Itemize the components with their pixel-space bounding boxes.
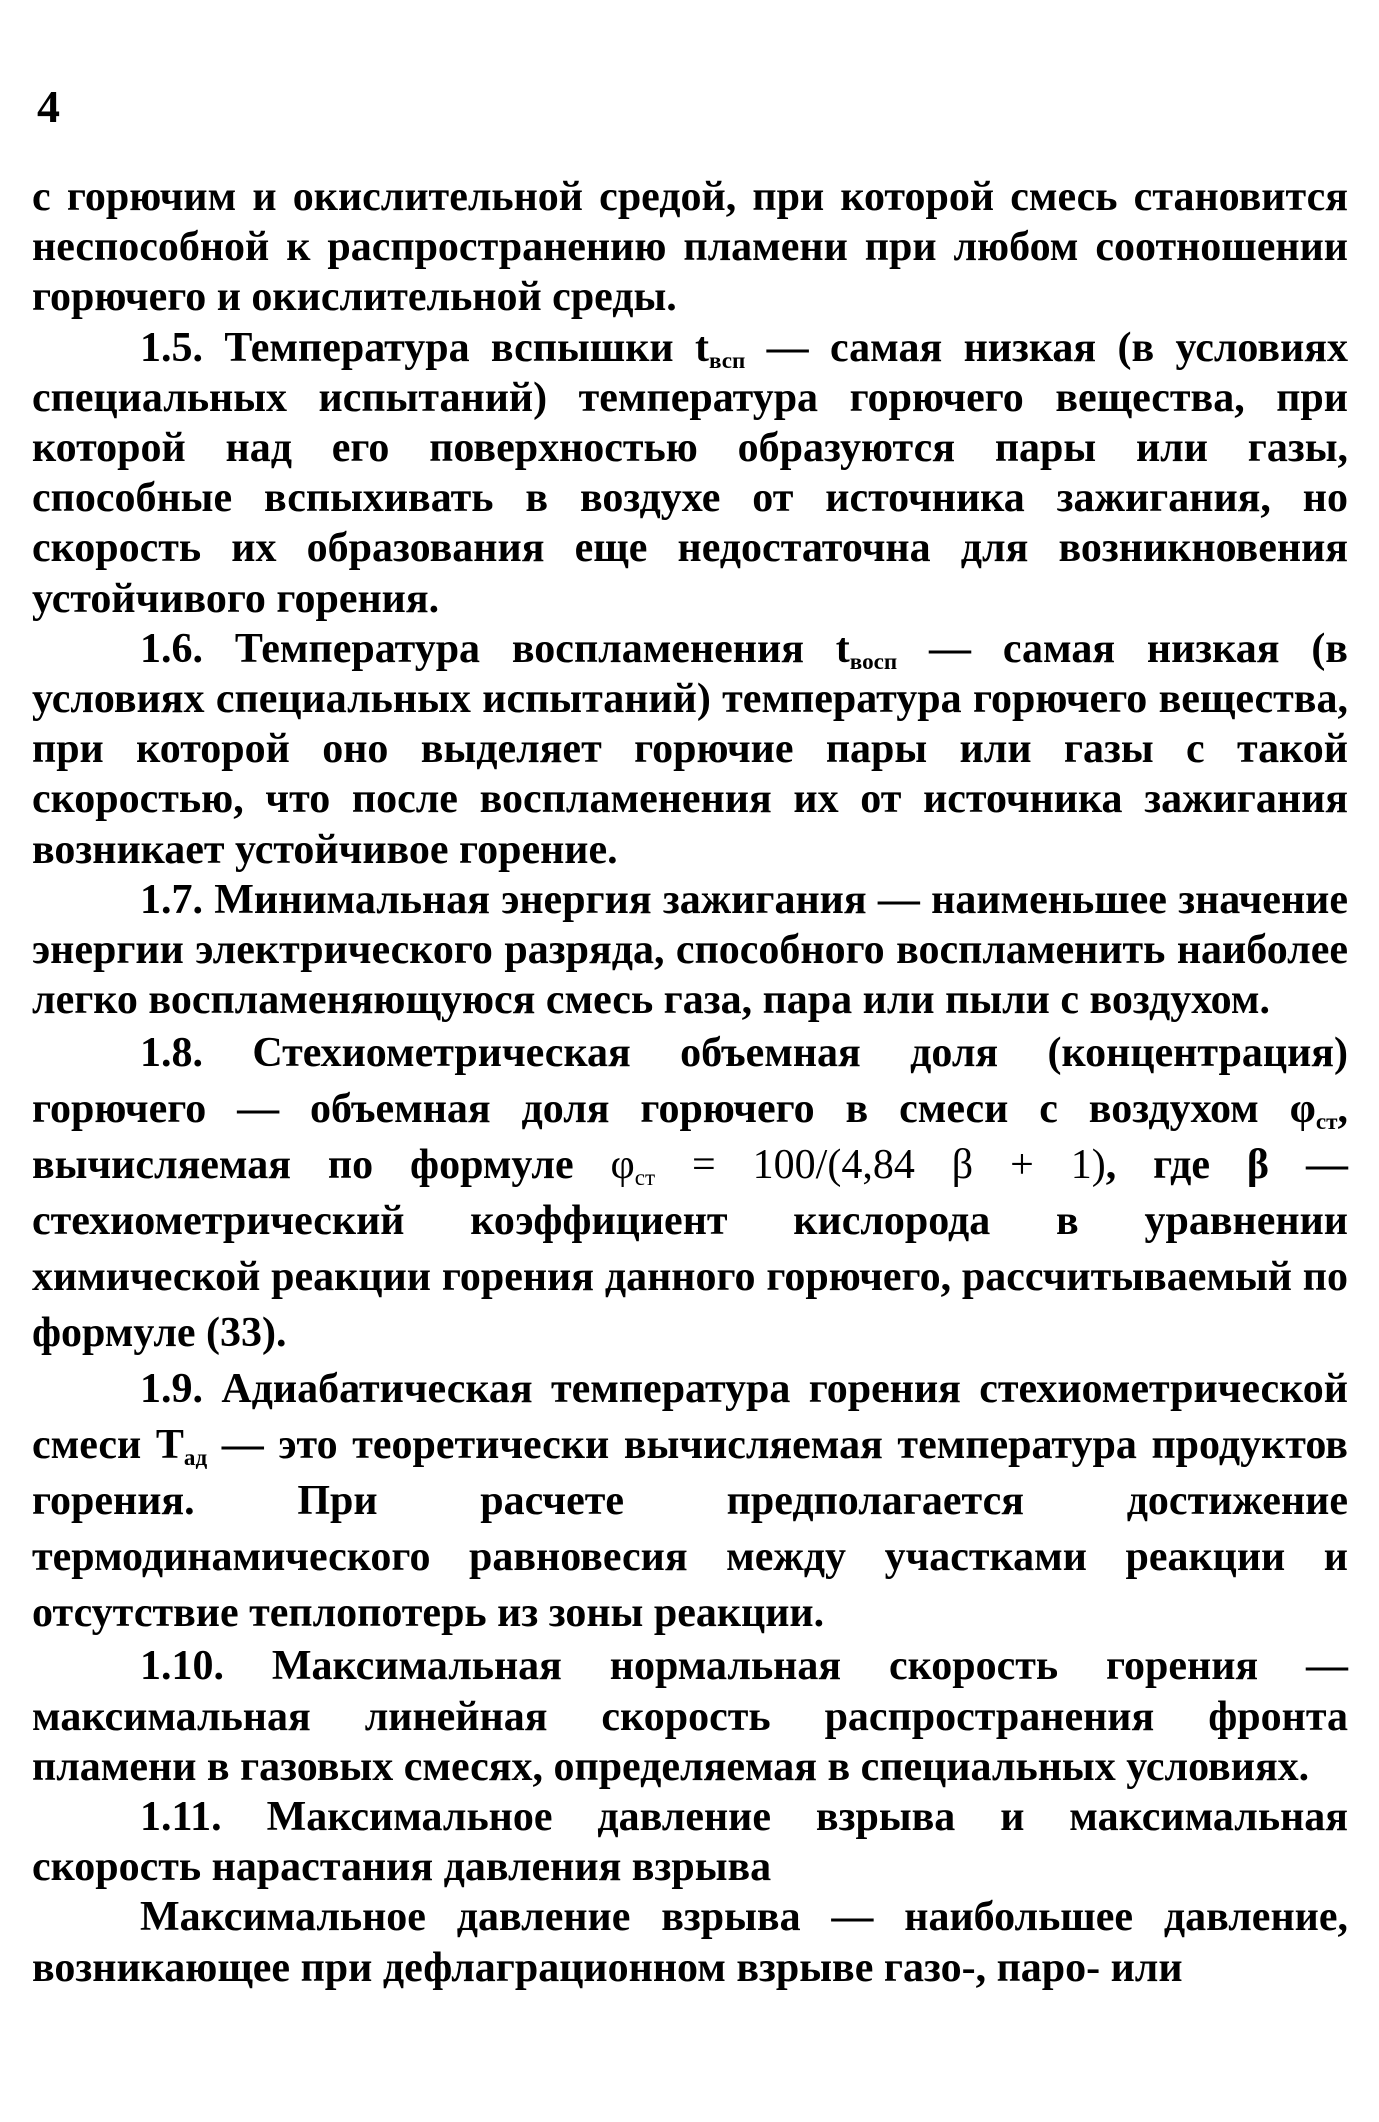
ignition-point-subscript: восп [849, 647, 898, 674]
paragraph-1-8-text: 1.8. Стехиометрическая объемная доля (концентрация) горючего — объемная доля горючего в смеси с воздухом φ [32, 1030, 1348, 1133]
stoichiometric-formula [610, 1142, 1106, 1191]
paragraph-1-9-text: 1.9. Адиабатическая температура горения стехиометрической смеси T [32, 1366, 1348, 1469]
paragraph-1-10: 1.10. Максимальная нормальная скорость горения — максимальная линейная скорость распространения фронта пламени в газовых смесях, определяемая в специальных условиях. [32, 1643, 1348, 1790]
paragraph-1-8-mid: , вычисляемая по формуле [32, 1086, 1348, 1189]
paragraph-1-7: 1.7. Минимальная энергия зажигания — наименьшее значение энергии электрического разряда, способного воспламенить наиболее легко воспламеняющуюся смесь газа, пара или пыли с воздухом. [32, 876, 1348, 1024]
paragraph-1-9 [32, 1361, 1348, 1641]
adiabatic-subscript: ад [183, 1444, 208, 1471]
paragraph-1-6-text: 1.6. Температура воспламенения t [140, 625, 850, 672]
paragraph-1-9-rest: — это теоретически вычисляемая температура продуктов горения. При расчете предполагается достижение термодинамического равновесия между участками реакции и отсутствие теплопотерь из зоны реакции. [32, 1422, 1348, 1637]
paragraph-1-6-rest: — самая низкая (в условиях специальных испытаний) температура горючего вещества, при которой оно выделяет горючие пары или газы с такой скоростью, что после воспламенения их от источника зажигания возникает устойчивое горение. [32, 625, 1348, 873]
paragraph-1-5 [32, 323, 1348, 624]
paragraph-1-8 [32, 1025, 1348, 1361]
paragraph-max-pressure: Максимальное давление взрыва — наибольшее давление, возникающее при дефлаграционном взрыве газо-, паро- или [32, 1894, 1348, 1991]
paragraph-continuation: с горючим и окислительной средой, при которой смесь становится неспособной к распространению пламени при любом соотношении горючего и окислительной среды. [32, 174, 1348, 321]
phi-subscript: ст [1315, 1108, 1338, 1135]
formula-phi: φ [610, 1142, 635, 1189]
paragraph-1-11: 1.11. Максимальное давление взрыва и максимальная скорость нарастания давления взрыва [32, 1794, 1348, 1891]
paragraph-1-5-text: 1.5. Температура вспышки t [140, 324, 709, 371]
page-number: 4 [37, 81, 60, 132]
flash-point-subscript: всп [708, 346, 746, 373]
paragraph-1-6 [32, 624, 1348, 875]
formula-subscript: ст [634, 1164, 656, 1191]
formula-rest: = 100/(4,84 β + 1) [655, 1142, 1106, 1189]
paragraph-1-5-rest: — самая низкая (в условиях специальных испытаний) температура горючего вещества, при которой над его поверхностью образуются пары или газы, способные вспыхивать в воздухе от источника зажигания, но скорость их образования еще недостаточна для возникновения устойчивого горения. [32, 324, 1348, 622]
paragraph-1-8-end: , где β — стехиометрический коэффициент кислорода в уравнении химической реакции горения данного горючего, рассчитываемый по формуле (33). [32, 1142, 1348, 1357]
text-body [32, 172, 1348, 1993]
